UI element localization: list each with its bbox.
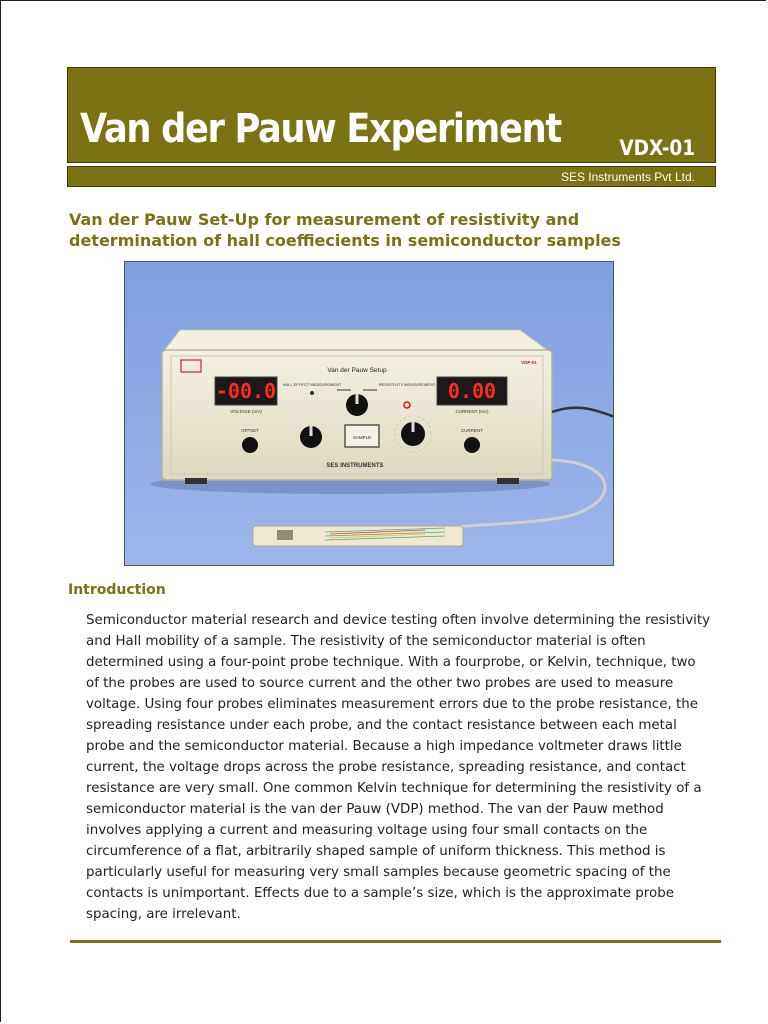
model-label: VDP-01 xyxy=(521,360,537,365)
introduction-heading: Introduction xyxy=(68,582,166,598)
document-title: Van der Pauw Experiment xyxy=(80,106,561,152)
current-label: CURRENT (mA) xyxy=(455,409,489,414)
offset-label: OFFSET xyxy=(241,428,259,433)
subtitle-heading: Van der Pauw Set-Up for measurement of resistivity and determination of hall coeffiecients in semiconductor samples xyxy=(69,210,621,250)
product-code: VDX-01 xyxy=(619,136,695,160)
resistivity-label: RESISTIVITY MEASUREMENT xyxy=(378,382,436,387)
current-knob-label: CURRENT xyxy=(461,428,483,433)
instrument-illustration xyxy=(125,262,614,566)
current-readout: 0.00 xyxy=(447,379,497,403)
voltage-label: VOLTAGE (mV) xyxy=(230,409,262,414)
sample-label: SAMPLE xyxy=(352,435,372,440)
introduction-body: Semiconductor material research and device testing often involve determining the resistivity and Hall mobility of a sample. The resistivity of the semiconductor material is often determined using a four-point probe technique. With a fourprobe, or Kelvin, technique, two of the probes are used to source current and the other two probes are used to measure voltage. Using four probes eliminates measurement errors due to the probe resistance, the spreading resistance under each probe, and the contact resistance between each metal probe and the semiconductor material. Because a high impedance voltmeter draws little current, the voltage drops across the probe resistance, spreading resistance, and contact resistance are very small. One common Kelvin technique for determining the resistivity of a semiconductor material is the van der Pauw (VDP) method. The van der Pauw method involves applying a current and measuring voltage using four small contacts on the circumference of a flat, arbitrarily shaped sample of uniform thickness. This method is particularly useful for measuring very small samples because geometric spacing of the contacts is unimportant. Effects due to a sample’s size, which is the approximate probe spacing, are irrelevant. xyxy=(86,613,711,922)
product-photo xyxy=(124,261,614,566)
voltage-readout: -00.0 xyxy=(215,379,277,403)
company-banner xyxy=(67,166,716,187)
hall-label: HALL EFFECT MEASUREMENT xyxy=(282,382,342,387)
company-name: SES Instruments Pvt Ltd. xyxy=(560,170,695,184)
panel-title: Van der Pauw Setup xyxy=(327,367,387,374)
title-banner xyxy=(67,67,716,163)
bottom-divider xyxy=(70,940,721,943)
brand-label: SES INSTRUMENTS xyxy=(326,463,384,469)
